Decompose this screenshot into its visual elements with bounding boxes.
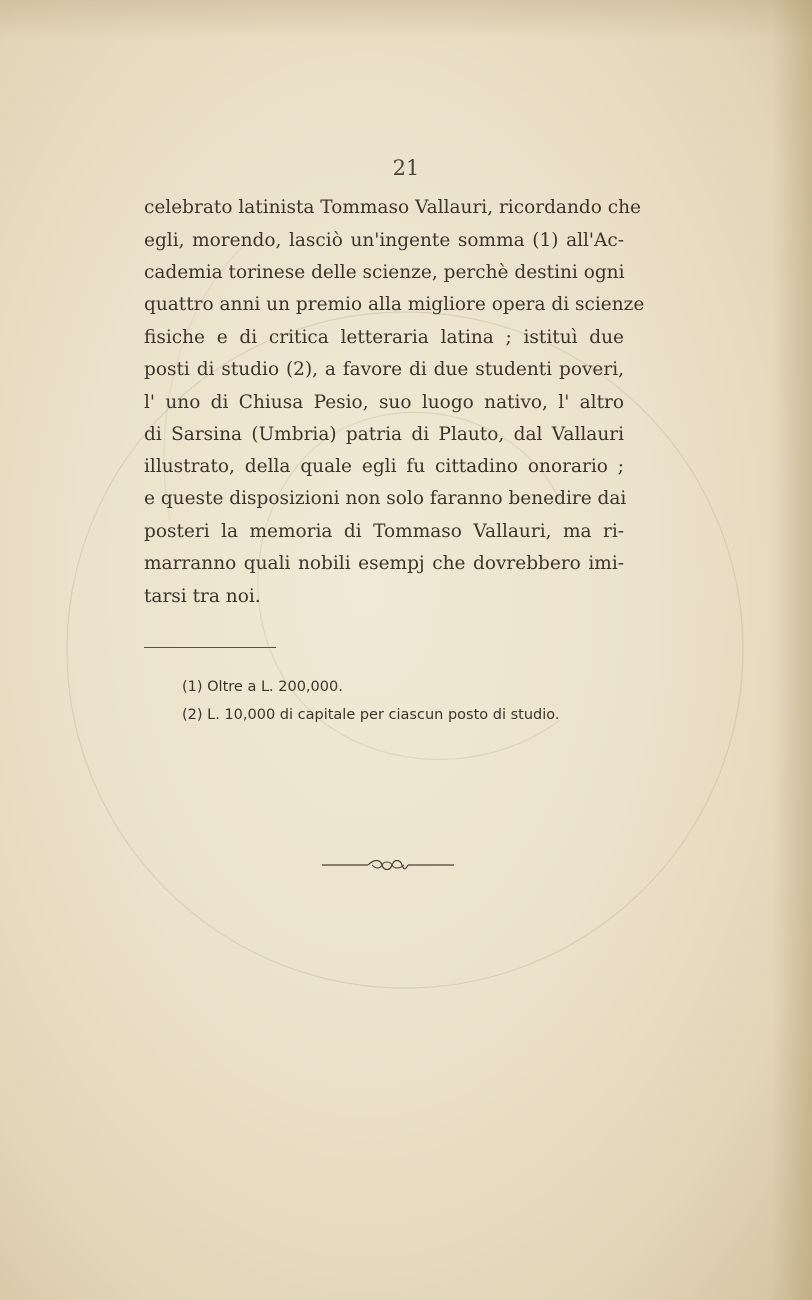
footnote-2: (2) L. 10,000 di capitale per ciascun posto di studio. [182,707,560,723]
paragraph-line: illustrato, della quale egli fu cittadino onorario ; [144,456,624,477]
paragraph-line-last: tarsi tra noi. [144,586,261,607]
page-number: 21 [392,156,420,180]
page-edge-shadow-right [772,0,812,1300]
paragraph-line: celebrato latinista Tommaso Vallauri, ricordando che [144,197,641,218]
paragraph-line: fisiche e di critica letteraria latina ; istituì due [144,327,624,348]
paragraph-line: posteri la memoria di Tommaso Vallauri, ma ri- [144,521,624,542]
paragraph-line: cademia torinese delle scienze, perchè destini ogni [144,262,625,283]
paragraph-line: quattro anni un premio alla migliore opera di scienze [144,294,645,315]
paragraph-line: posti di studio (2), a favore di due studenti poveri, [144,359,624,380]
paragraph-line: e queste disposizioni non solo faranno benedire dai [144,488,627,509]
paragraph-line: di Sarsina (Umbria) patria di Plauto, dal Vallauri [144,424,624,445]
footnote-1: (1) Oltre a L. 200,000. [182,679,343,695]
paragraph-line: l' uno di Chiusa Pesio, suo luogo nativo, l' altro [144,392,624,413]
end-ornament [322,858,454,872]
paragraph-line: marranno quali nobili esempj che dovrebbero imi- [144,553,624,574]
paragraph-line: egli, morendo, lasciò un'ingente somma (1) all'Ac- [144,230,624,251]
page-edge-shadow-top [0,0,812,40]
footnote-separator [144,647,276,648]
